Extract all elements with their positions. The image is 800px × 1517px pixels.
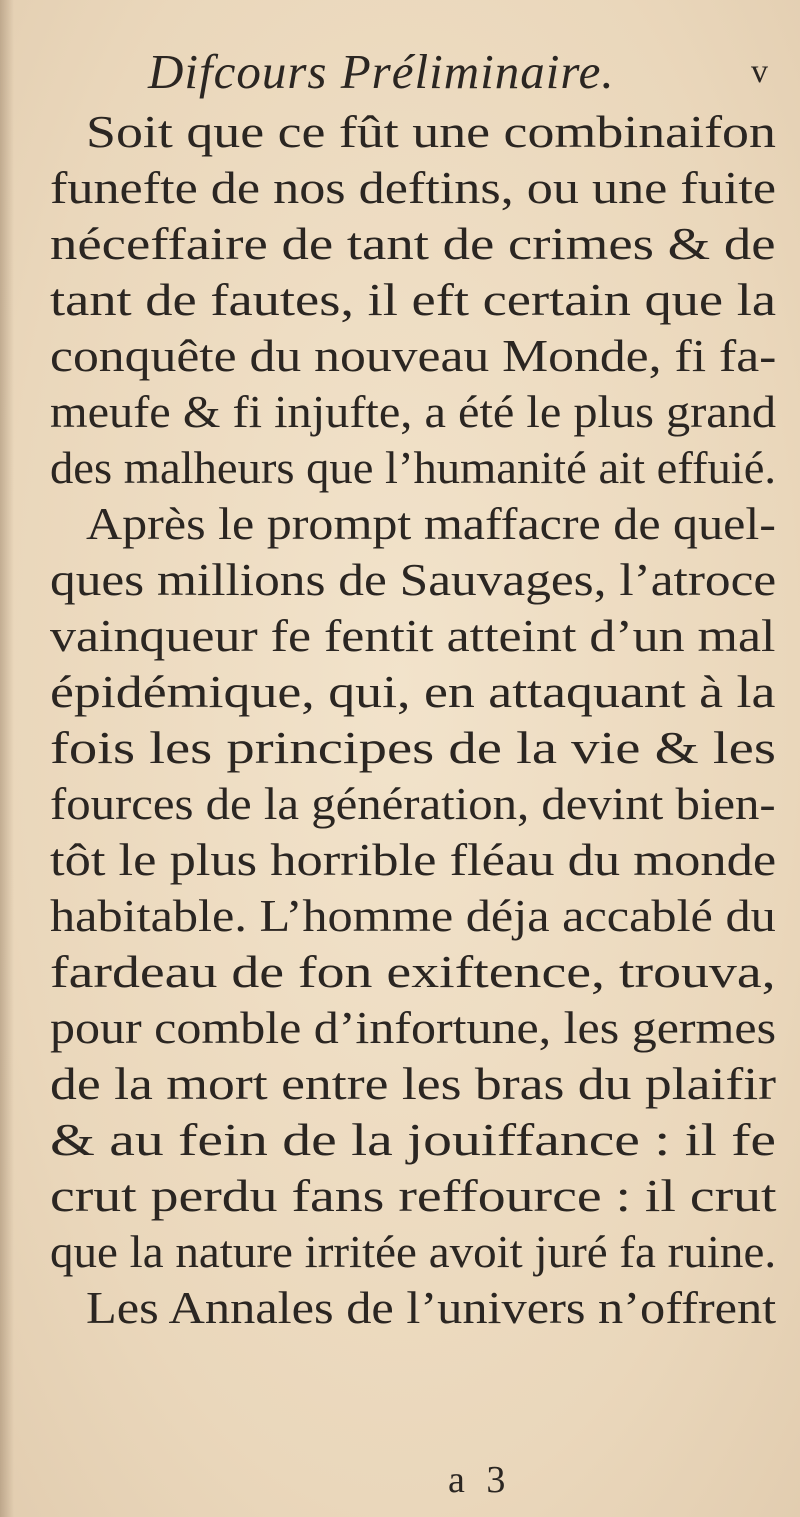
- text-line: néceffaire de tant de crimes & de: [50, 218, 776, 269]
- text-line: des malheurs que l’humanité ait effuié.: [50, 442, 777, 493]
- text-line: épidémique, qui, en attaquant à la: [50, 666, 776, 717]
- text-line: de la mort entre les bras du plaifir: [50, 1058, 777, 1109]
- running-title: Difcours Préliminaire.: [148, 44, 615, 99]
- text-line: Les Annales de l’univers n’offrent: [86, 1282, 777, 1333]
- text-line: habitable. L’homme déja accablé du: [50, 890, 776, 941]
- signature-mark: v: [751, 53, 768, 90]
- text-line: meufe & fi injufte, a été le plus grand: [50, 386, 777, 437]
- text-line: fources de la génération, devint bien-: [50, 778, 776, 829]
- text-line: & au fein de la jouiffance : il fe: [50, 1114, 777, 1165]
- running-header: [148, 40, 768, 104]
- text-line: conquête du nouveau Monde, fi fa-: [50, 330, 777, 381]
- text-line: Soit que ce fût une combinaifon: [86, 106, 776, 157]
- text-line: funefte de nos deftins, ou une fuite: [50, 162, 776, 213]
- page-signature: a 3: [448, 1459, 512, 1501]
- text-line: Après le prompt maffacre de quel-: [86, 498, 776, 549]
- text-line: que la nature irritée avoit juré fa ruine.: [50, 1226, 777, 1277]
- text-line: vainqueur fe fentit atteint d’un mal: [50, 610, 776, 661]
- text-line: crut perdu fans reffource : il crut: [50, 1170, 777, 1221]
- text-line: ques millions de Sauvages, l’atroce: [50, 554, 777, 605]
- text-line: tôt le plus horrible fléau du monde: [50, 834, 777, 885]
- text-line: fardeau de fon exiftence, trouva,: [50, 946, 776, 997]
- text-line: tant de fautes, il eft certain que la: [50, 274, 777, 325]
- text-line: fois les principes de la vie & les: [50, 722, 776, 773]
- text-line: pour comble d’infortune, les germes: [50, 1002, 777, 1053]
